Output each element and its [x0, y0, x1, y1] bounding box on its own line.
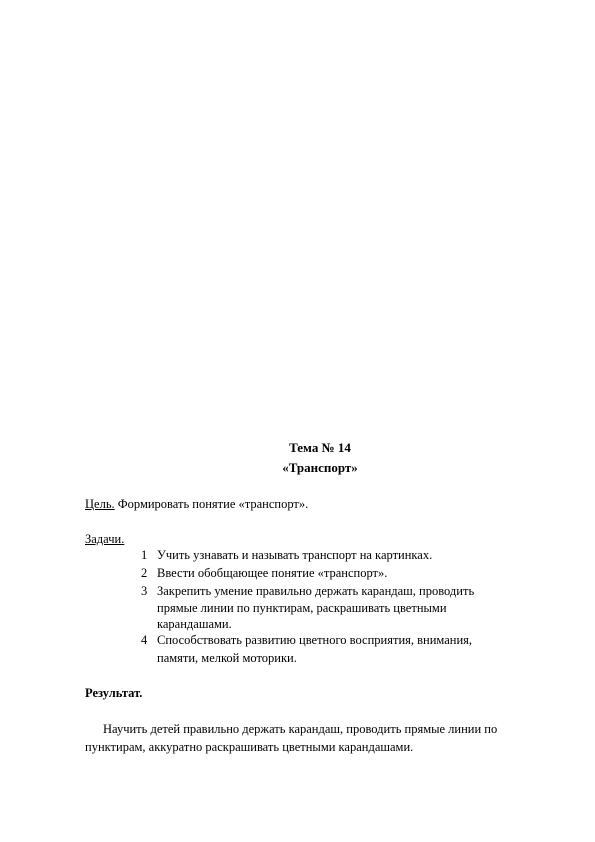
goal-text: Формировать понятие «транспорт».: [117, 497, 309, 511]
result-label: Результат.: [85, 686, 143, 700]
task-number: 1: [141, 548, 148, 562]
task-text: Способствовать развитию цветного восприятия, внимания,: [157, 633, 473, 647]
task-number: 2: [141, 566, 148, 580]
task-number: 3: [141, 584, 148, 598]
task-text: карандашами.: [157, 617, 232, 631]
goal-label: Цель.: [85, 497, 115, 511]
task-text: Закрепить умение правильно держать карандаш, проводить: [157, 584, 475, 598]
tasks-label: Задачи.: [85, 532, 125, 546]
goal-paragraph: [85, 497, 308, 512]
task-text: Ввести обобщающее понятие «транспорт».: [157, 566, 388, 580]
result-text-line: пунктирам, аккуратно раскрашивать цветными карандашами.: [85, 740, 414, 754]
task-text: прямые линии по пунктирам, раскрашивать цветными: [157, 601, 447, 615]
task-text: памяти, мелкой моторики.: [157, 651, 297, 665]
task-number: 4: [141, 633, 148, 647]
theme-heading: Тема № 14: [289, 440, 351, 455]
topic-heading: «Транспорт»: [282, 460, 358, 475]
result-text-line: Научить детей правильно держать карандаш, проводить прямые линии по: [103, 722, 498, 736]
task-text: Учить узнавать и называть транспорт на картинках.: [157, 548, 433, 562]
